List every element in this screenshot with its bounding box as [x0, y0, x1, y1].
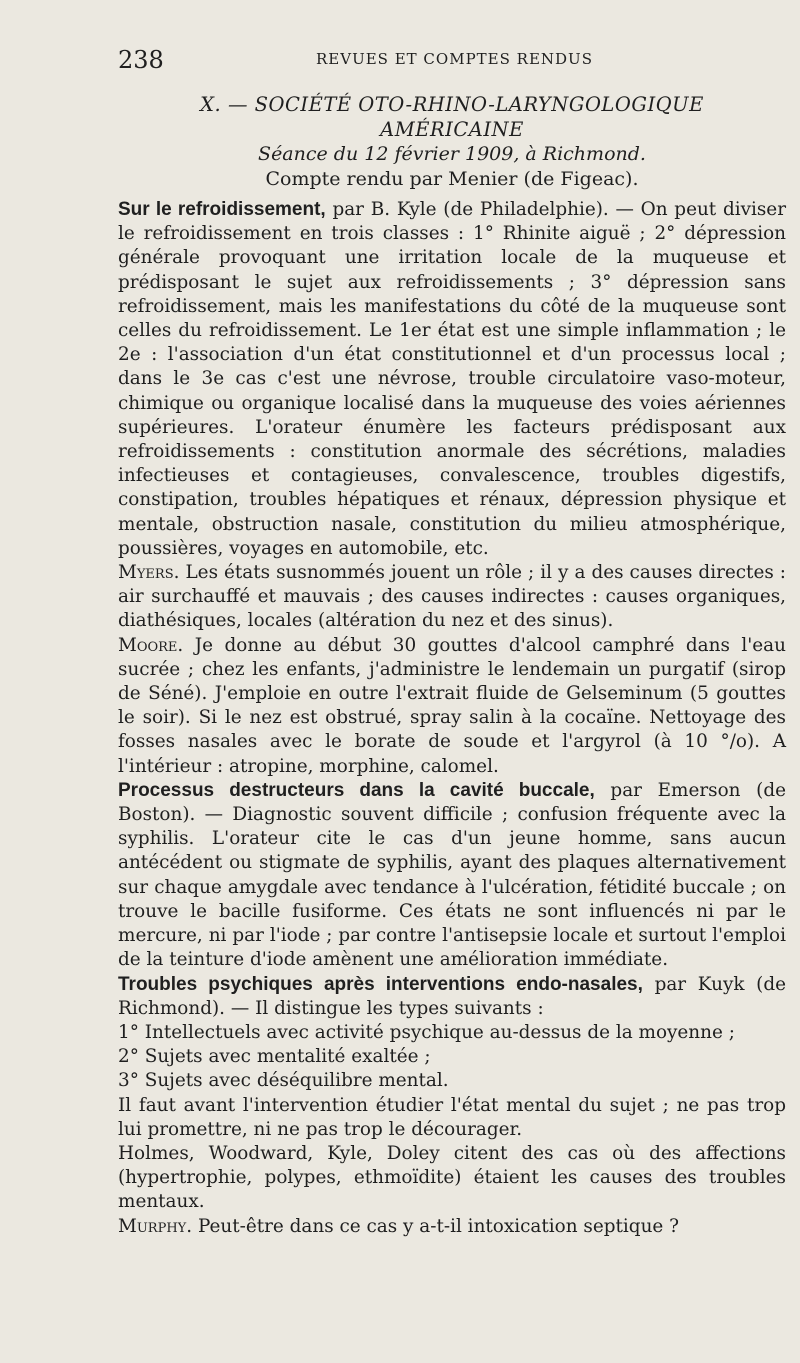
title-block	[118, 92, 786, 192]
murphy-comment	[118, 1215, 786, 1239]
page-header	[118, 46, 778, 76]
title-line-1: X. — SOCIÉTÉ OTO-RHINO-LARYNGOLOGIQUE	[200, 93, 704, 116]
session-date: Séance du 12 février 1909, à Richmond.	[258, 143, 646, 165]
moore-comment	[118, 634, 786, 779]
section-heading: Processus destructeurs dans la cavité buccale,	[118, 779, 595, 801]
comment-text: Les états susnommés jouent un rôle ; il y a des causes directes : air surchauffé et mauvais ; des causes indirectes : causes organiques, diathésiques, locales (altération du nez et des sinus).	[118, 562, 786, 632]
section-text: par Kuyk (de Richmond). — Il distingue les types suivants :	[118, 973, 787, 1019]
page-number: 238	[118, 46, 164, 74]
speaker-name: Moore.	[118, 634, 184, 656]
title-line-2: AMÉRICAINE	[380, 118, 524, 141]
section-processus-destructeurs	[118, 779, 786, 973]
types-list	[118, 1021, 786, 1094]
section-text: par B. Kyle (de Philadelphie). — On peut diviser le refroidissement en trois classes : 1° Rhinite aiguë ; 2° dépression générale provoquant une irritation locale de la muqueuse et prédisposant le sujet aux refroidissements ; 3° dépression sans refroidissement, mais les manifestations du côté de la muqueuse sont celles du refroidissement. Le 1er état est une simple inflammation ; le 2e : l'association d'un état constitutionnel et d'un processus local ; dans le 3e cas c'est une névrose, trouble circulatoire vaso-moteur, chimique ou organique localisé dans la muqueuse des voies aériennes supérieures. L'orateur énumère les facteurs prédisposant aux refroidissements : constitution anormale des sécrétions, maladies infectieuses et contagieuses, convalescence, troubles digestifs, constipation, troubles hépatiques et rénaux, dépression physique et mentale, obstruction nasale, constitution du milieu atmosphérique, poussières, voyages en automobile, etc.	[118, 199, 786, 559]
comment-text: Je donne au début 30 gouttes d'alcool camphré dans l'eau sucrée ; chez les enfants, j'administre le lendemain un purgatif (sirop de Séné). J'emploie en outre l'extrait fluide de Gelseminum (5 gouttes le soir). Si le nez est obstrué, spray salin à la cocaïne. Nettoyage des fosses nasales avec le borate de soude et l'argyrol (à 10 °/o). A l'intérieur : atropine, morphine, calomel.	[118, 634, 786, 777]
section-heading: Troubles psychiques après interventions endo-nasales,	[118, 973, 643, 995]
running-head: REVUES ET COMPTES RENDUS	[316, 50, 593, 68]
paragraph: Il faut avant l'intervention étudier l'état mental du sujet ; ne pas trop lui promettre, ni ne pas trop le décourager.	[118, 1094, 786, 1140]
section-text: par Emerson (de Boston). — Diagnostic souvent difficile ; confusion fréquente avec la syphilis. L'orateur cite le cas d'un jeune homme, sans aucun antécédent ou stigmate de syphilis, ayant des plaques alternativement sur chaque amygdale avec tendance à l'ulcération, fétidité buccale ; on trouve le bacille fusiforme. Ces états ne sont influencés ni par le mercure, ni par l'iode ; par contre l'antisepsie locale et surtout l'emploi de la teinture d'iode amènent une amélioration immédiate.	[118, 779, 786, 971]
section-refroidissement	[118, 198, 786, 561]
list-item: 1° Intellectuels avec activité psychique au-dessus de la moyenne ;	[118, 1021, 735, 1043]
report-credit: Compte rendu par Menier (de Figeac).	[265, 168, 639, 190]
article-body	[118, 92, 786, 1239]
section-heading: Sur le refroidissement,	[118, 199, 326, 220]
list-item: 3° Sujets avec déséquilibre mental.	[118, 1070, 449, 1092]
comment-text: Peut-être dans ce cas y a-t-il intoxication septique ?	[192, 1215, 679, 1237]
speaker-name: Murphy.	[118, 1215, 193, 1237]
list-item: 2° Sujets avec mentalité exaltée ;	[118, 1046, 431, 1068]
myers-comment	[118, 561, 786, 634]
section-troubles-psychiques	[118, 973, 786, 1021]
paragraph: Holmes, Woodward, Kyle, Doley citent des cas où des affections (hypertrophie, polypes, ethmoïdite) étaient les causes des troubles mentaux.	[118, 1142, 786, 1213]
speaker-name: Myers.	[118, 562, 180, 584]
